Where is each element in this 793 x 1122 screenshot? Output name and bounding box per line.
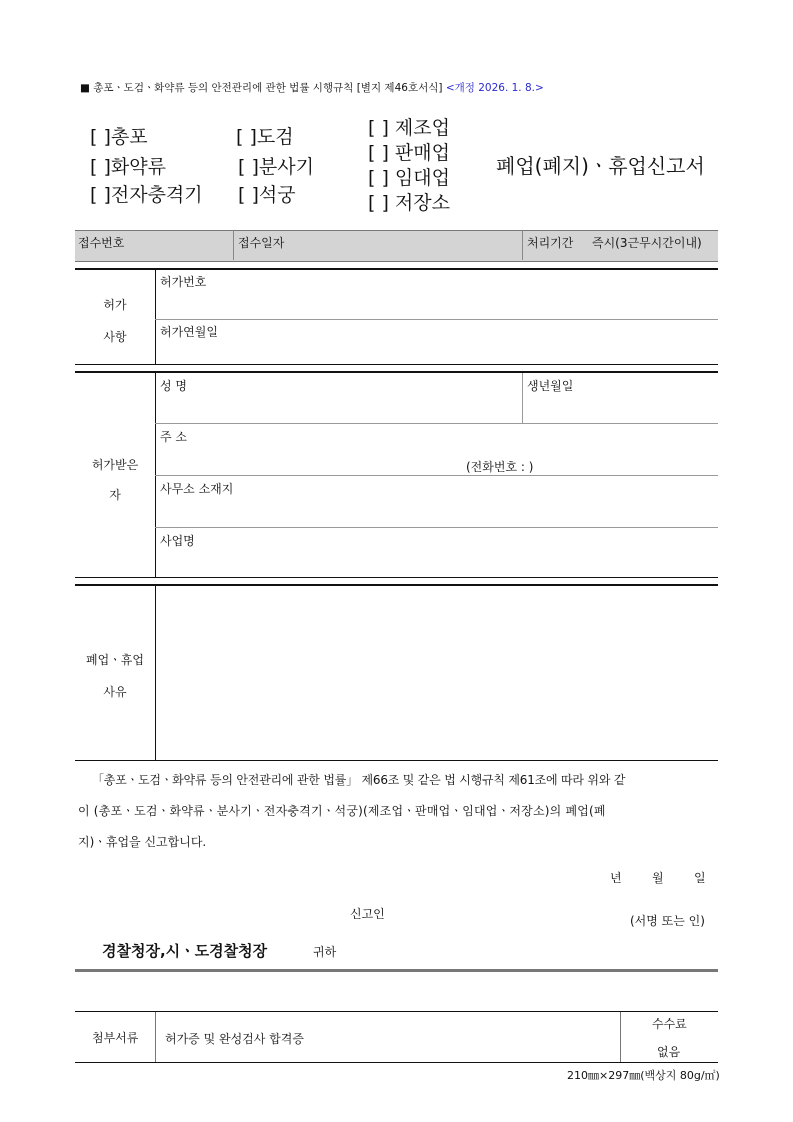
attachments-content: 허가증 및 완성검사 합격증 <box>165 1032 304 1046</box>
checkbox-explosives[interactable]: [ ]화약류 <box>90 156 166 178</box>
name-field[interactable]: 성 명 <box>160 379 187 393</box>
date-day[interactable]: 일 <box>694 871 706 885</box>
receipt-number-label: 접수번호 <box>78 236 125 250</box>
reason-section-label-1: 폐업ㆍ휴업 <box>86 653 144 667</box>
birthdate-field[interactable]: 생년월일 <box>527 379 574 393</box>
checkbox-sales[interactable]: [ ] 판매업 <box>368 142 450 164</box>
signature-field[interactable]: (서명 또는 인) <box>630 914 705 928</box>
receipt-date-label: 접수일자 <box>238 236 285 250</box>
permit-number-field[interactable]: 허가번호 <box>160 275 207 289</box>
paper-spec: 210㎜×297㎜(백상지 80g/㎡) <box>567 1069 720 1082</box>
checkbox-rental[interactable]: [ ] 임대업 <box>368 167 450 189</box>
checkbox-storage[interactable]: [ ] 저장소 <box>368 192 450 214</box>
permit-section-label-1: 허가 <box>103 298 127 312</box>
checkbox-manufacture[interactable]: [ ] 제조업 <box>368 117 450 139</box>
phone-field[interactable]: (전화번호 : ) <box>466 460 534 474</box>
address-field[interactable]: 주 소 <box>160 430 187 444</box>
reason-section-label-2: 사유 <box>103 685 127 699</box>
processing-period-value: 즉시(3근무시간이내) <box>592 236 702 250</box>
checkbox-sword[interactable]: [ ]도검 <box>236 126 294 148</box>
declaration-line-1: 「총포ㆍ도검ㆍ화약류 등의 안전관리에 관한 법률」 제66조 및 같은 법 시행규칙 제61조에 따라 위와 같 <box>92 773 626 787</box>
holder-section-label-2: 자 <box>109 488 121 502</box>
recipient-name: 경찰청장,시ㆍ도경찰청장 <box>102 942 268 960</box>
checkbox-stun-gun[interactable]: [ ]전자충격기 <box>90 184 203 206</box>
declaration-line-2: 이 (총포ㆍ도검ㆍ화약류ㆍ분사기ㆍ전자충격기ㆍ석궁)(제조업ㆍ판매업ㆍ임대업ㆍ저장소)의 폐업(폐 <box>78 804 606 818</box>
office-location-field[interactable]: 사무소 소재지 <box>160 482 234 496</box>
form-title: 폐업(폐지)ㆍ휴업신고서 <box>496 154 705 178</box>
checkbox-firearm[interactable]: [ ]총포 <box>90 126 148 148</box>
checkbox-sprayer[interactable]: [ ]분사기 <box>238 156 314 178</box>
recipient-suffix: 귀하 <box>313 945 337 959</box>
attachments-label: 첨부서류 <box>92 1031 139 1045</box>
revision-date: <개정 2026. 1. 8.> <box>445 82 544 94</box>
date-year[interactable]: 년 <box>610 871 622 885</box>
law-reference: ■ 총포ㆍ도검ㆍ화약류 등의 안전관리에 관한 법률 시행규칙 [별지 제46호서식] <box>80 82 443 94</box>
permit-section-label-2: 사항 <box>103 330 127 344</box>
processing-period-label: 처리기간 <box>527 236 574 250</box>
declaration-line-3: 지)ㆍ휴업을 신고합니다. <box>78 835 207 849</box>
checkbox-crossbow[interactable]: [ ]석궁 <box>238 184 296 206</box>
business-name-field[interactable]: 사업명 <box>160 534 195 548</box>
form-header <box>80 80 544 95</box>
fee-value: 없음 <box>657 1045 681 1059</box>
date-month[interactable]: 월 <box>652 871 664 885</box>
reason-input-area[interactable] <box>158 590 716 756</box>
applicant-label: 신고인 <box>350 907 385 921</box>
fee-label: 수수료 <box>652 1017 687 1031</box>
holder-section-label-1: 허가받은 <box>91 458 139 472</box>
permit-date-field[interactable]: 허가연월일 <box>160 325 218 339</box>
